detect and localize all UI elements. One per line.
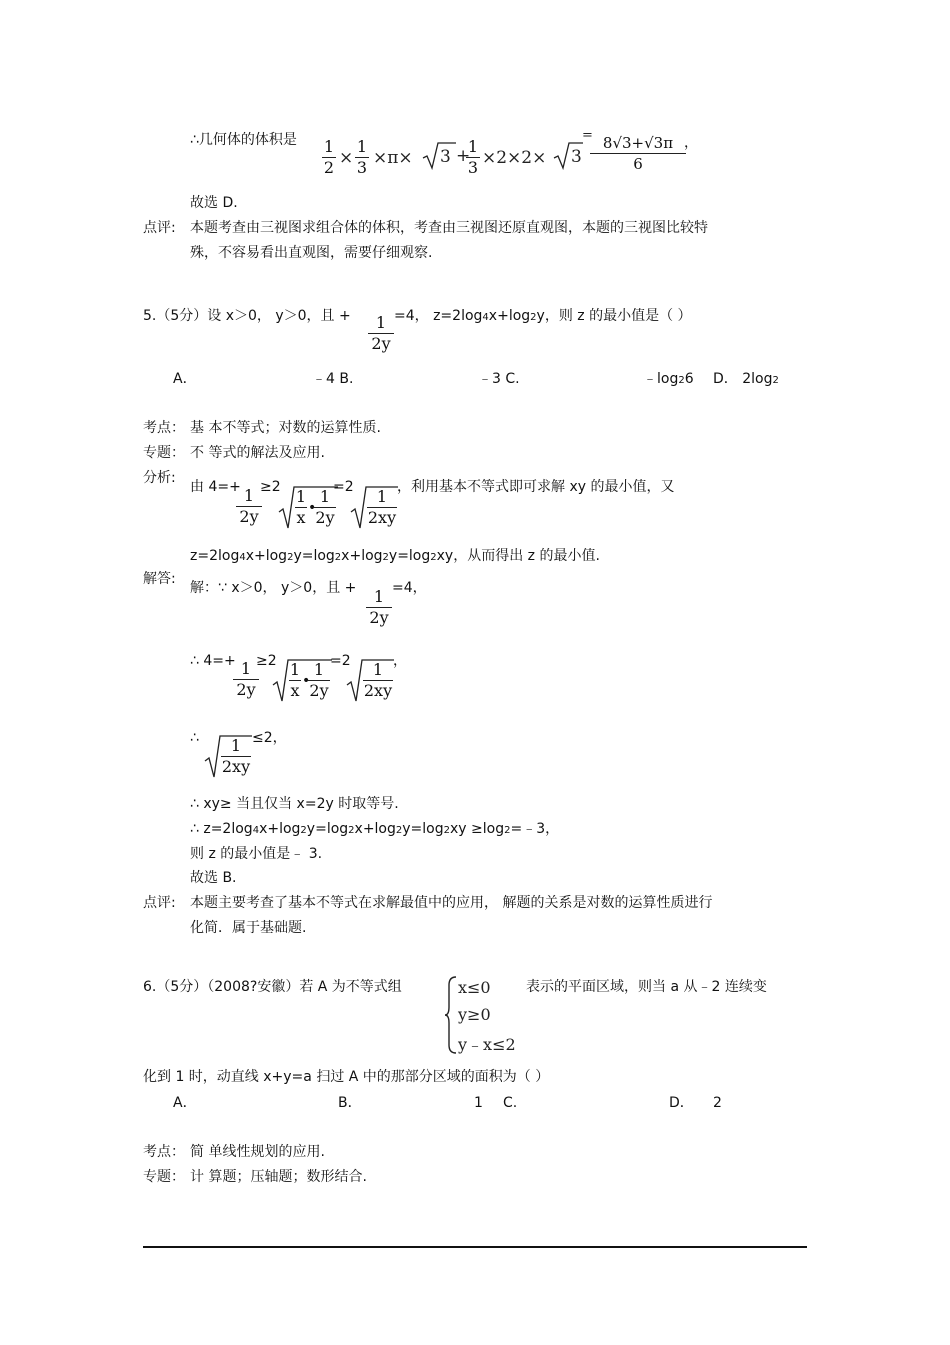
volume-result: 8√3+√3π 6 [590,134,686,173]
q5-option-b-val: ﹣3 C. [478,371,520,387]
system-line-3: y﹣x≤2 [458,1035,516,1054]
q5-comment-1: 本题主要考查了基本不等式在求解最值中的应用， 解题的关系是对数的运算性质进行 [190,895,713,911]
q6-zhuanti: 计 算题；压轴题；数形结合. [190,1169,367,1185]
system-line-2: y≥0 [458,1005,491,1024]
q6-stem-a: 6.（5分）（2008?安徽）若 A 为不等式组 [143,979,402,995]
system-line-1: x≤0 [458,978,491,997]
system-brace [444,975,458,1059]
q5-stem-a: 5.（5分）设 x＞0， y＞0，且 + [143,308,351,324]
q5-kaodian: 基 本不等式；对数的运算性质. [190,420,381,436]
q5-zhuanti: 不 等式的解法及应用. [190,445,325,461]
frac-third: 1 3 [356,137,368,177]
q5-analysis-2: z=2log4x+log2y=log2x+log2y=log2xy，从而得出 z 的最小值. [190,548,600,564]
q4-comment-1: 本题考查由三视图求组合体的体积，考查由三视图还原直观图，本题的三视图比较特 [190,220,708,236]
q5-option-a-val: ﹣4 B. [312,371,354,387]
q6-option-c: C. [503,1095,518,1111]
q6-option-d: D． [669,1095,694,1111]
q5-option-a: A． [173,371,197,387]
q5-solution-5: ∴ z=2log4x+log2y=log2x+log2y=log2xy ≥log2=﹣3， [190,821,560,837]
frac-third-2: 1 3 [467,137,479,177]
q5-solution-4: ∴ xy≥ 当且仅当 x=2y 时取等号. [190,796,399,812]
q5-comment-2: 化简．属于基础题. [190,920,307,936]
q6-option-a: A． [173,1095,197,1111]
q4-comment-label: 点评: [143,220,176,236]
q6-stem-b: 表示的平面区域，则当 a 从﹣2 连续变 [526,979,767,995]
q5-option-d: D． 2log2 [713,371,779,387]
q4-comment-2: 殊，不容易看出直观图，需要仔细观察. [190,245,433,261]
q6-option-d-val: 2 [713,1095,722,1111]
sqrt-2xy: 1 2xy [350,484,398,522]
q6-stem-c: 化到 1 时，动直线 x+y=a 扫过 A 中的那部分区域的面积为（ ） [143,1069,550,1085]
frac-half: 1 2 [323,137,335,177]
q6-option-b-val: 1 [474,1095,483,1111]
q5-option-c-val: ﹣log26 [643,371,694,387]
q4-choice: 故选 D. [190,195,238,211]
sqrt-3: 3 [422,140,456,178]
sqrt-3-b: 3 [553,140,583,178]
q6-option-b: B． [338,1095,362,1111]
volume-lead: ∴几何体的体积是 [190,132,297,148]
page-footer-rule [143,1246,807,1248]
q5-solution-7: 故选 B. [190,870,237,886]
q5-stem-frac: 1 2y [368,314,394,353]
sqrt-product: 1 x • 1 2y [278,484,338,522]
q5-solution-6: 则 z 的最小值是﹣ 3. [190,846,323,862]
q6-kaodian: 简 单线性规划的应用. [190,1144,325,1160]
